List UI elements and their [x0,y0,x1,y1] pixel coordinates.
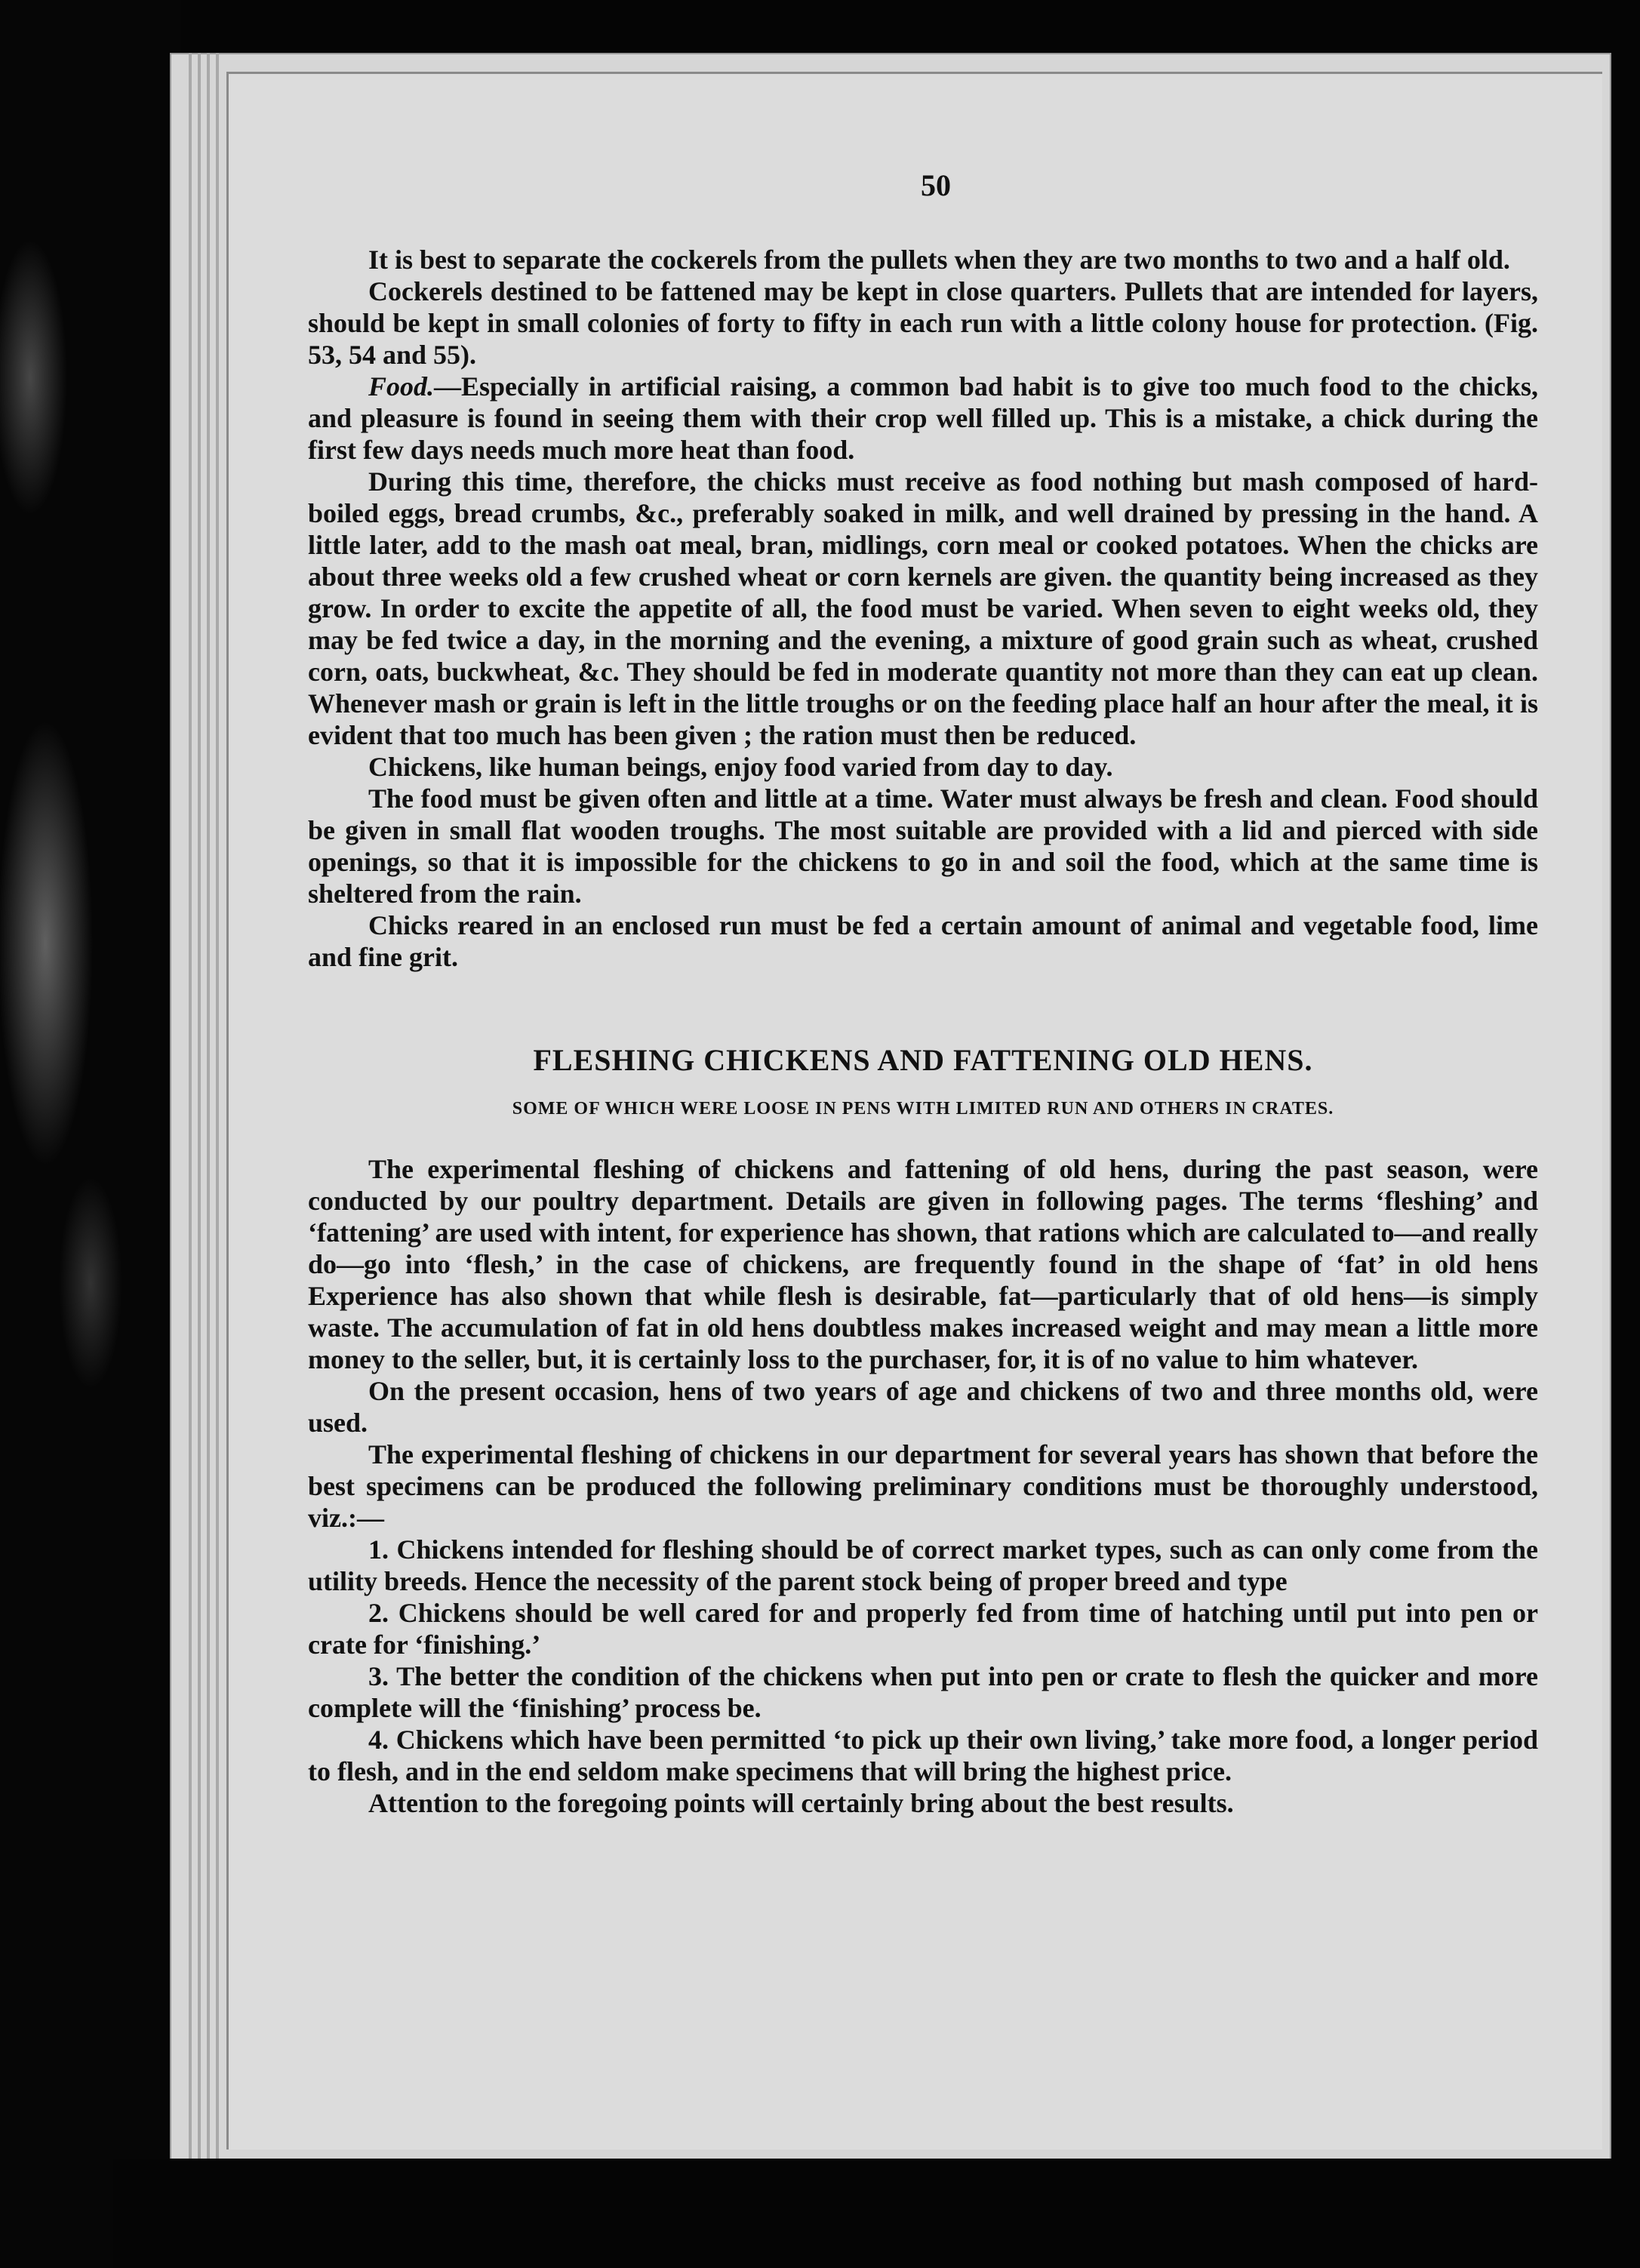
bottom-dark-area [113,2159,1623,2268]
paragraph-food [308,371,1538,466]
paragraph: Cockerels destined to be fattened may be kept in close quarters. Pullets that are intended for layers, should be kept in small colonies of forty to fifty in each run with a little colony house for protection. (Fig. 53, 54 and 55). [308,276,1538,370]
paragraph: It is best to separate the cockerels from the pullets when they are two months to two and a half old. [368,245,1510,275]
food-label: Food. [368,371,435,402]
paragraph: The food must be given often and little at a time. Water must always be fresh and clean. Food should be given in small flat wooden troughs. The most suitable are provided with a lid and pierced with side openings, so that it is impossible for the chickens to go in and soil the food, which at the same time is sheltered from the rain. [308,783,1538,909]
paragraph: During this time, therefore, the chicks must receive as food nothing but mash composed of hard-boiled eggs, bread crumbs, &c., preferably soaked in milk, and well drained by pressing in the hand. A little later, add to the mash oat meal, bran, midlings, corn meal or cooked potatoes. When the chicks are about three weeks old a few crushed wheat or corn kernels are given. the quantity being increased as they grow. In order to excite the appetite of all, the food must be varied. When seven to eight weeks old, they may be fed twice a day, in the morning and the evening, a mixture of good grain such as wheat, crushed corn, oats, buckwheat, &c. They should be fed in moderate quantity not more than they can eat up clean. Whenever mash or grain is left in the little troughs or on the feeding place half an hour after the meal, it is evident that too much has been given ; the ration must then be reduced. [308,466,1538,750]
page-edge [198,53,201,2166]
list-item: 3. The better the condition of the chickens when put into pen or crate to flesh the quicker and more complete will the ‘finishing’ process be. [308,1661,1538,1723]
page-edge [207,53,210,2166]
paragraph: On the present occasion, hens of two years of age and chickens of two and three months old, were used. [308,1376,1538,1438]
dark-background-left [0,0,181,2268]
list-item: 1. Chickens intended for fleshing should be of correct market types, such as can only come from the utility breeds. Hence the necessity of the parent stock being of proper breed and type [308,1534,1538,1596]
list-item: 4. Chickens which have been permitted ‘to pick up their own living,’ take more food, a longer period to flesh, and in the end seldom make specimens that will bring the highest price. [308,1725,1538,1786]
page-edge [189,53,192,2166]
list-item: 2. Chickens should be well cared for and properly fed from time of hatching until put into pen or crate for ‘finishing.’ [308,1598,1538,1660]
page-edge [216,53,219,2166]
paragraph: Chicks reared in an enclosed run must be fed a certain amount of animal and vegetable food, lime and fine grit. [308,910,1538,972]
paragraph: The experimental fleshing of chickens and fattening of old hens, during the past season, were conducted by our poultry department. Details are given in following pages. The terms ‘fleshing’ and ‘fattening’ are used with intent, for experience has shown, that rations which are calculated to—and really do—go into ‘flesh,’ in the case of chickens, are frequently found in the shape of ‘fat’ in old hens Experience has also shown that while flesh is desirable, fat—particularly that of old hens—is simply waste. The accumulation of fat in old hens doubtless makes increased weight and may mean a little more money to the seller, but, it is certainly loss to the purchaser, for, it is of no value to him whatever. [308,1154,1538,1374]
paragraph: The experimental fleshing of chickens in our department for several years has shown that before the best specimens can be produced the following preliminary conditions must be thoroughly understood, viz.:— [308,1439,1538,1533]
food-text: —Especially in artificial raising, a common bad habit is to give too much food to the chicks, and pleasure is found in seeing them with their crop well filled up. This is a mistake, a chick during the first few days needs much more heat than food. [308,371,1538,465]
section-subheading: SOME OF WHICH WERE LOOSE IN PENS WITH LIMITED RUN AND OTHERS IN CRATES. [512,1099,1334,1119]
page-number: 50 [921,168,951,202]
paragraph: Attention to the foregoing points will certainly bring about the best results. [368,1788,1234,1818]
page-content [308,155,1538,1819]
paragraph: Chickens, like human beings, enjoy food varied from day to day. [368,752,1113,782]
section-heading: FLESHING CHICKENS AND FATTENING OLD HENS. [533,1043,1313,1077]
